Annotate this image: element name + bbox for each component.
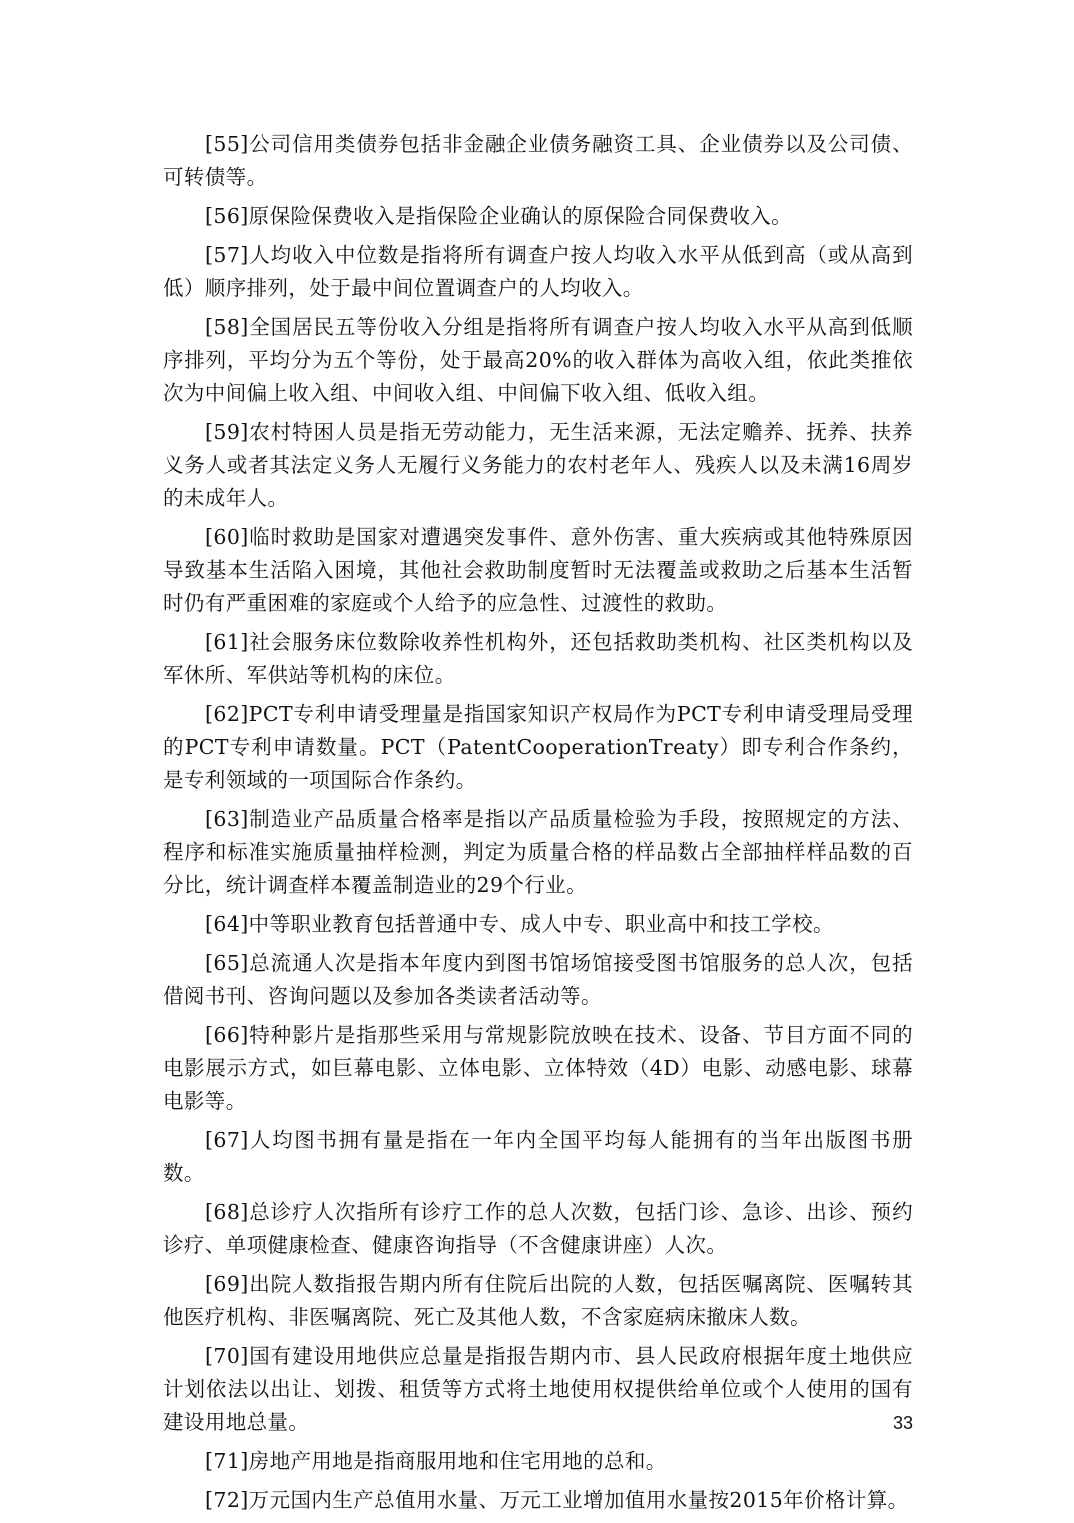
footnote-72: [72]万元国内生产总值用水量、万元工业增加值用水量按2015年价格计算。 — [205, 1488, 909, 1512]
footnote-61: [61]社会服务床位数除收养性机构外，还包括救助类机构、社区类机构以及军休所、军供站等机构的床位。 — [163, 630, 913, 687]
footnote-68: [68]总诊疗人次指所有诊疗工作的总人次数，包括门诊、急诊、出诊、预约诊疗、单项健康检查、健康咨询指导（不含健康讲座）人次。 — [163, 1200, 913, 1257]
footnote-58: [58]全国居民五等份收入分组是指将所有调查户按人均收入水平从高到低顺序排列，平均分为五个等份，处于最高20%的收入群体为高收入组，依此类推依次为中间偏上收入组、中间收入组、中间偏下收入组、低收入组。 — [163, 315, 913, 405]
footnote-64: [64]中等职业教育包括普通中专、成人中专、职业高中和技工学校。 — [205, 912, 834, 936]
page-number: 33 — [892, 1413, 913, 1433]
footnote-70: [70]国有建设用地供应总量是指报告期内市、县人民政府根据年度土地供应计划依法以出让、划拨、租赁等方式将土地使用权提供给单位或个人使用的国有建设用地总量。 — [163, 1344, 913, 1434]
footnote-56: [56]原保险保费收入是指保险企业确认的原保险合同保费收入。 — [205, 204, 793, 228]
page-body — [163, 128, 913, 1523]
footnote-65: [65]总流通人次是指本年度内到图书馆场馆接受图书馆服务的总人次，包括借阅书刊、咨询问题以及参加各类读者活动等。 — [163, 951, 913, 1008]
footnote-69: [69]出院人数指报告期内所有住院后出院的人数，包括医嘱离院、医嘱转其他医疗机构、非医嘱离院、死亡及其他人数，不含家庭病床撤床人数。 — [163, 1272, 913, 1329]
footnote-71: [71]房地产用地是指商服用地和住宅用地的总和。 — [205, 1449, 667, 1473]
footnote-57: [57]人均收入中位数是指将所有调查户按人均收入水平从低到高（或从高到低）顺序排列，处于最中间位置调查户的人均收入。 — [163, 243, 913, 300]
footnote-60: [60]临时救助是国家对遭遇突发事件、意外伤害、重大疾病或其他特殊原因导致基本生活陷入困境，其他社会救助制度暂时无法覆盖或救助之后基本生活暂时仍有严重困难的家庭或个人给予的应急性、过渡性的救助。 — [163, 525, 913, 615]
footnote-66: [66]特种影片是指那些采用与常规影院放映在技术、设备、节目方面不同的电影展示方式，如巨幕电影、立体电影、立体特效（4D）电影、动感电影、球幕电影等。 — [163, 1023, 913, 1113]
footnote-59: [59]农村特困人员是指无劳动能力，无生活来源，无法定赡养、抚养、扶养义务人或者其法定义务人无履行义务能力的农村老年人、残疾人以及未满16周岁的未成年人。 — [163, 420, 913, 510]
footnote-55: [55]公司信用类债券包括非金融企业债务融资工具、企业债券以及公司债、可转债等。 — [163, 132, 913, 189]
footnote-63: [63]制造业产品质量合格率是指以产品质量检验为手段，按照规定的方法、程序和标准实施质量抽样检测，判定为质量合格的样品数占全部抽样样品数的百分比，统计调查样本覆盖制造业的29个行业。 — [163, 807, 913, 897]
footnote-67: [67]人均图书拥有量是指在一年内全国平均每人能拥有的当年出版图书册数。 — [163, 1128, 913, 1185]
footnote-62: [62]PCT专利申请受理量是指国家知识产权局作为PCT专利申请受理局受理的PCT专利申请数量。PCT（PatentCooperationTreaty）即专利合作条约，是专利领域的一项国际合作条约。 — [163, 702, 913, 792]
